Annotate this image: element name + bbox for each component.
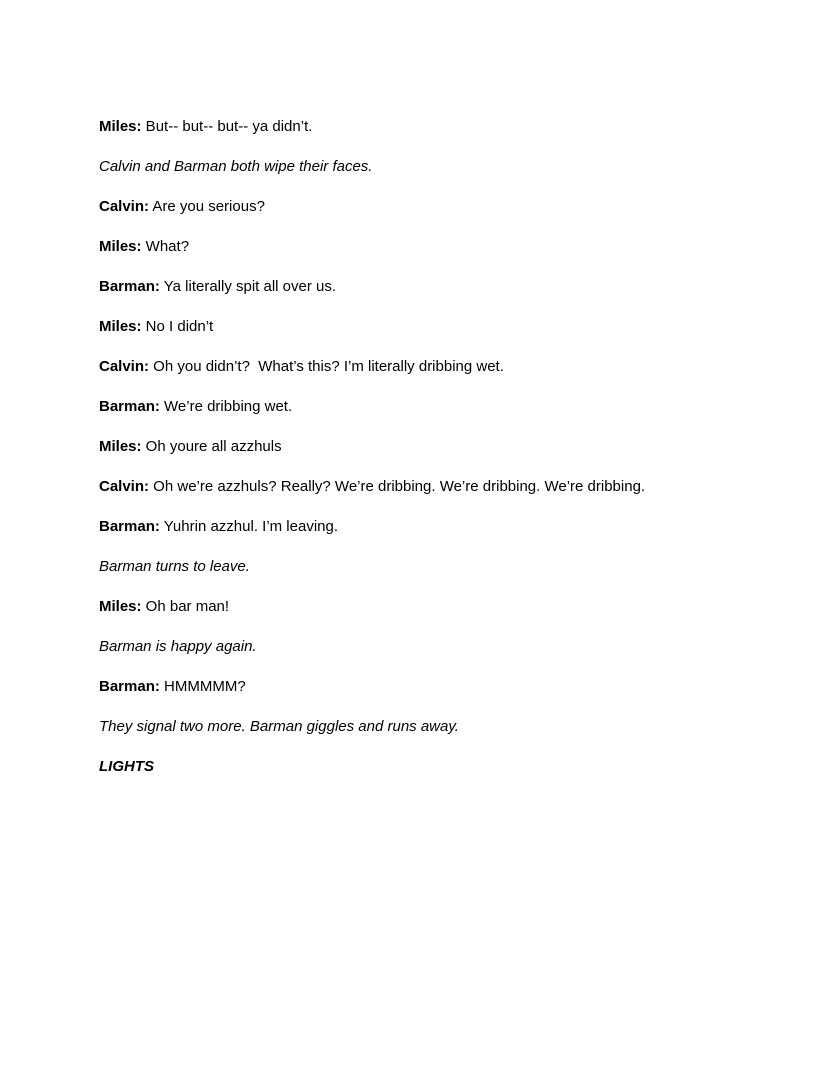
dialogue-line	[99, 117, 799, 137]
stage-direction: Barman turns to leave.	[99, 558, 250, 575]
speaker-name: Calvin:	[99, 478, 150, 495]
speaker-name: Miles:	[99, 438, 142, 455]
dialogue-text: Are you serious?	[149, 198, 265, 215]
dialogue-text: Oh youre all azzhuls	[141, 438, 282, 455]
speaker-name: Barman:	[99, 278, 160, 295]
speaker-name: Miles:	[99, 238, 142, 255]
dialogue-line	[99, 357, 799, 377]
dialogue-line	[99, 437, 799, 457]
dialogue-text: But-- but-- but-- ya didn’t.	[141, 118, 313, 135]
lighting-cue: LIGHTS	[99, 758, 154, 775]
speaker-name: Calvin:	[99, 198, 150, 215]
speaker-name: Miles:	[99, 118, 142, 135]
dialogue-text: Yuhrin azzhul. I’m leaving.	[159, 518, 339, 535]
dialogue-text: No I didn’t	[141, 318, 214, 335]
dialogue-text: Ya literally spit all over us.	[159, 278, 337, 295]
dialogue-text: We’re dribbing wet.	[159, 398, 293, 415]
dialogue-line	[99, 677, 799, 697]
dialogue-line	[99, 477, 799, 497]
speaker-name: Barman:	[99, 518, 160, 535]
dialogue-text: Oh bar man!	[141, 598, 230, 615]
dialogue-line	[99, 317, 799, 337]
dialogue-line	[99, 597, 799, 617]
speaker-name: Barman:	[99, 678, 160, 695]
dialogue-line	[99, 517, 799, 537]
stage-direction: Barman is happy again.	[99, 638, 257, 655]
dialogue-text: What?	[141, 238, 190, 255]
dialogue-text: Oh we’re azzhuls? Really? We’re dribbing. We’re dribbing. We’re dribbing.	[149, 478, 646, 495]
dialogue-line	[99, 277, 799, 297]
dialogue-line	[99, 397, 799, 417]
dialogue-text: Oh you didn’t? What’s this? I’m literally dribbing wet.	[149, 358, 504, 375]
stage-direction: Calvin and Barman both wipe their faces.	[99, 158, 373, 175]
script-body	[99, 117, 799, 797]
speaker-name: Miles:	[99, 318, 142, 335]
dialogue-line	[99, 197, 799, 217]
speaker-name: Calvin:	[99, 358, 150, 375]
dialogue-text: HMMMMM?	[159, 678, 246, 695]
speaker-name: Miles:	[99, 598, 142, 615]
dialogue-line	[99, 237, 799, 257]
stage-direction: They signal two more. Barman giggles and runs away.	[99, 718, 459, 735]
speaker-name: Barman:	[99, 398, 160, 415]
